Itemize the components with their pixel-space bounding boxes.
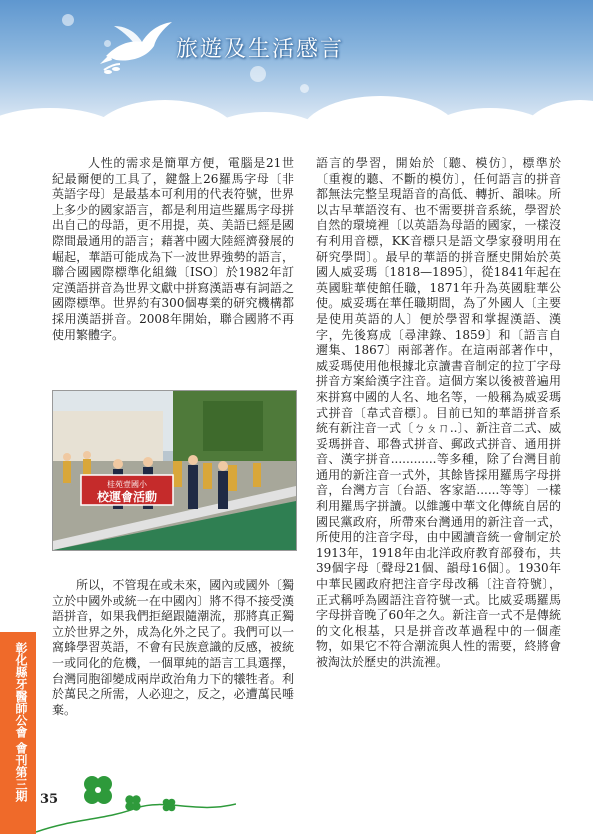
cloud-decoration xyxy=(520,100,593,150)
banner-line-2: 校運會活動 xyxy=(96,490,158,504)
photo-illustration xyxy=(53,391,296,550)
bubble-decoration xyxy=(300,84,309,93)
bubble-decoration xyxy=(250,66,266,82)
paragraph: 語言的學習，開始於〔聽、模仿〕，標準於〔重複的聽、不斷的模仿〕，任何語言的拼音都無法完整呈現語音的高低、轉折、韻味。所以古早華語沒有、也不需要拼音系統，學習於自然的環境裡〔以英語為母語的國家，一樣沒有利用音標，KK音標只是語文學家發明用在研究學問〕。最早的華語的拼音歷史開始於英國人威妥瑪〔1818—1895〕，從1841年起在英國駐華使館任職，1871年升為英國駐華公使。威妥瑪在華任職期間，為了外國人〔主要是使用英語的人〕便於學習和掌握漢語、漢字，先後寫成〔尋津錄、1859〕和〔語言自邇集、1867〕兩部著作。在這兩部著作中，威妥瑪使用他根據北京讀書音制定的拉丁字母拼音方案給漢字注音。這個方案以後被普遍用來拼寫中國的人名、地名等，一般稱為威妥瑪式拼音〔韋式音標〕。目前已知的華語拼音系統有新注音一式〔ㄅㄆㄇ..〕、新注音二式、威妥瑪拼音、耶魯式拼音、郵政式拼音、通用拼音、漢字拼音............等多種，除了台灣目前通用的新注音一式外，其餘皆採用羅馬字母拼音，台灣方言〔台語、客家語......等等〕一樣利用羅馬字拼讀。以維護中華文化傳統自居的國民黨政府，所帶來台灣通用的新注音一式，所使用的注音字母，由中國讀音統一會制定於1913年，1918年由北洋政府教育部發布，共39個字母〔聲母21個、韻母16個〕。1930年中華民國政府把注音字母改稱〔注音符號〕，正式稱呼為國語注音符號一式。比威妥瑪羅馬字母拼音晚了60年之久。新注音一式不是傳統的文化根基，只是拼音改革過程中的一個產物，如果它不符合潮流與人性的需要，終將會被淘汰於歷史的洪流裡。 xyxy=(316,156,561,669)
publication-title: 彰化縣牙醫師公會 會刊第三期 xyxy=(14,642,28,803)
vine-decoration xyxy=(36,778,236,834)
article-right xyxy=(316,156,561,671)
page-number: 35 xyxy=(40,792,59,807)
banner-line-1: 桂苑壹國小 xyxy=(107,480,147,489)
publication-sidebar xyxy=(0,632,36,834)
article-left-top xyxy=(52,156,294,343)
school-sports-photo xyxy=(52,390,297,551)
paragraph: 所以，不管現在或未來，國內或國外〔獨立於中國外或統一在中國內〕將不得不接受漢語拼音，如果我們拒絕跟隨潮流，那將真正獨立於世界之外，成為化外之民了。我們可以一窩蜂學習英語，不會有民族意識的反感，被統一或同化的危機，一個單純的語言工具選擇，台灣同胞卻變成兩岸政治角力下的犧牲者。利於萬民之所需，人必迎之，反之，必遭萬民唾棄。 xyxy=(52,578,294,717)
section-title: 旅遊及生活感言 xyxy=(176,37,345,62)
bubble-decoration xyxy=(62,14,74,26)
paragraph: 人性的需求是簡單方便，電腦是21世紀最爾便的工具了，鍵盤上26羅馬字母〔非英語字母〕是最基本可利用的代表符號，世界上多少的國家語言，都是利用這些羅馬字母拼出自己的母語，更不用提，英、美語已經是國際間最通用的語言；藉著中國大陸經濟發展的崛起，華語可能成為下一波世界強勢的語言，聯合國國際標準化組織〔ISO〕於1982年訂定漢語拼音為世界文獻中拼寫漢語專有詞語之國際標準。世界約有300個專業的研究機構都採用漢語拼音。2008年開始，聯合國將不再使用繁體字。 xyxy=(52,156,294,342)
article-left-bottom xyxy=(52,578,294,718)
dove-logo-icon xyxy=(96,14,176,78)
header-banner xyxy=(0,0,593,150)
